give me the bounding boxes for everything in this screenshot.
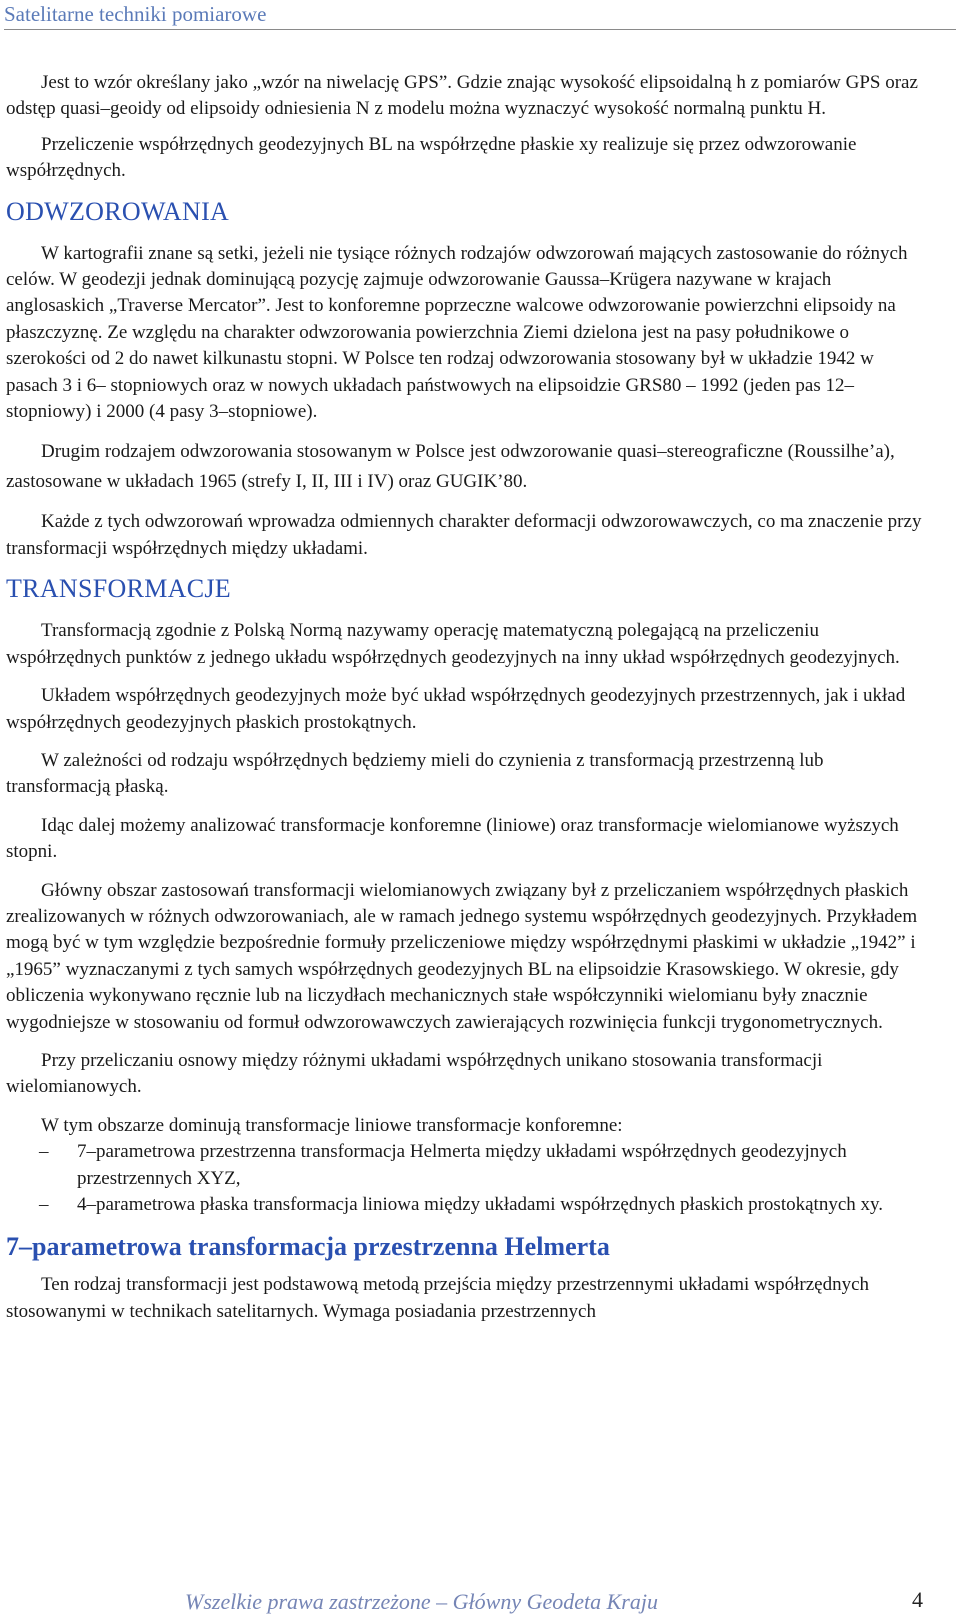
- section-heading-transformacje: TRANSFORMACJE: [6, 574, 231, 604]
- paragraph: Idąc dalej możemy analizować transformacje konforemne (liniowe) oraz transformacje wielomianowe wyższych stopni.: [6, 814, 899, 863]
- paragraph: Układem współrzędnych geodezyjnych może być układ współrzędnych geodezyjnych przestrzennych, jak i układ współrzędnych geodezyjnych płaskich prostokątnych.: [6, 685, 906, 733]
- paragraph: Transformacją zgodnie z Polską Normą nazywamy operację matematyczną polegającą na przeliczeniu współrzędnych punktów z jednego układu współrzędnych geodezyjnych na inny układ współrzędnych geodezyjnych.: [6, 620, 900, 668]
- list-item: [6, 1192, 926, 1218]
- section-heading-helmert: 7–parametrowa transformacja przestrzenna Helmerta: [6, 1232, 610, 1262]
- paragraph: Ten rodzaj transformacji jest podstawową metodą przejścia między przestrzennymi układami współrzędnych stosowanymi w technikach satelitarnych. Wymaga posiadania przestrzennych: [6, 1274, 870, 1322]
- list-item-text: 7–parametrowa przestrzenna transformacja Helmerta między układami współrzędnych geodezyjnych przestrzennych XYZ,: [77, 1141, 847, 1189]
- paragraph: Przy przeliczaniu osnowy między różnymi układami współrzędnych unikano stosowania transformacji wielomianowych.: [6, 1049, 823, 1098]
- bullet-list: [6, 1139, 926, 1218]
- list-item-text: 4–parametrowa płaska transformacja liniowa między układami współrzędnych płaskich prostokątnych xy.: [77, 1194, 884, 1215]
- paragraph: Drugim rodzajem odwzorowania stosowanym w Polsce jest odwzorowanie quasi–stereograficzne (Roussilhe’a), zastosowane w układach 1965 (strefy I, II, III i IV) oraz GUGIK’80.: [6, 441, 895, 493]
- dash-bullet: –: [39, 1194, 49, 1215]
- paragraph: Przeliczenie współrzędnych geodezyjnych BL na współrzędne płaskie xy realizuje się przez odwzorowanie współrzędnych.: [6, 133, 857, 182]
- page-number: 4: [912, 1587, 923, 1612]
- dash-bullet: –: [39, 1141, 49, 1163]
- paragraph: Główny obszar zastosowań transformacji wielomianowych związany był z przeliczaniem współrzędnych płaskich zrealizowanych w różnych odwzorowaniach, ale w ramach jednego systemu współrzędnych geodezyjnych. Przykładem mogą być w tym względzie bezpośrednie formuły przeliczeniowe między współrzędnymi płaskimi w układzie „1942” i „1965” wyznaczanymi z tych samych współrzędnych geodezyjnych BL na elipsoidzie Krasowskiego. W okresie, gdy obliczenia wykonywano ręcznie lub na liczydłach mechanicznych stałe współczynniki wielomianu były znacznie wygodniejsze w stosowaniu od formuł odwzorowawczych zawierających rozwinięcia funkcji trygonometrycznych.: [6, 879, 918, 1033]
- paragraph: W zależności od rodzaju współrzędnych będziemy mieli do czynienia z transformacją przestrzenną lub transformacją płaską.: [6, 749, 824, 798]
- paragraph: Każde z tych odwzorowań wprowadza odmiennych charakter deformacji odwzorowawczych, co ma znaczenie przy transformacji współrzędnych między układami.: [6, 511, 922, 559]
- page-footer: Wszelkie prawa zastrzeżone – Główny Geodeta Kraju: [185, 1589, 658, 1614]
- paragraph: Jest to wzór określany jako „wzór na niwelację GPS”. Gdzie znając wysokość elipsoidalną h z pomiarów GPS oraz odstęp quasi–geoidy od elipsoidy odniesienia N z modelu można wyznaczyć wysokość normalną punktu H.: [6, 72, 918, 120]
- paragraph: W kartografii znane są setki, jeżeli nie tysiące różnych rodzajów odwzorowań mających zastosowanie do różnych celów. W geodezji jednak dominującą pozycję zajmuje odwzorowanie Gaussa–Krügera nazywane w krajach anglosaskich „Traverse Mercator”. Jest to konforemne poprzeczne walcowe odwzorowanie powierzchni elipsoidy na płaszczyznę. Ze względu na charakter odwzorowania powierzchnia Ziemi dzielona jest na pasy południkowe o szerokości od 2 do nawet kilkunastu stopni. W Polsce ten rodzaj odwzorowania stosowany był w układzie 1942 w pasach 3 i 6– stopniowych oraz w nowych układach państwowych na elipsoidzie GRS80 – 1992 (jeden pas 12– stopniowy) i 2000 (4 pasy 3–stopniowe).: [6, 242, 908, 423]
- page-header: Satelitarne techniki pomiarowe: [4, 2, 956, 30]
- paragraph: W tym obszarze dominują transformacje liniowe transformacje konforemne:: [41, 1114, 623, 1136]
- document-body: [6, 70, 926, 1337]
- section-heading-odwzorowania: ODWZOROWANIA: [6, 196, 230, 226]
- list-item: [6, 1139, 926, 1192]
